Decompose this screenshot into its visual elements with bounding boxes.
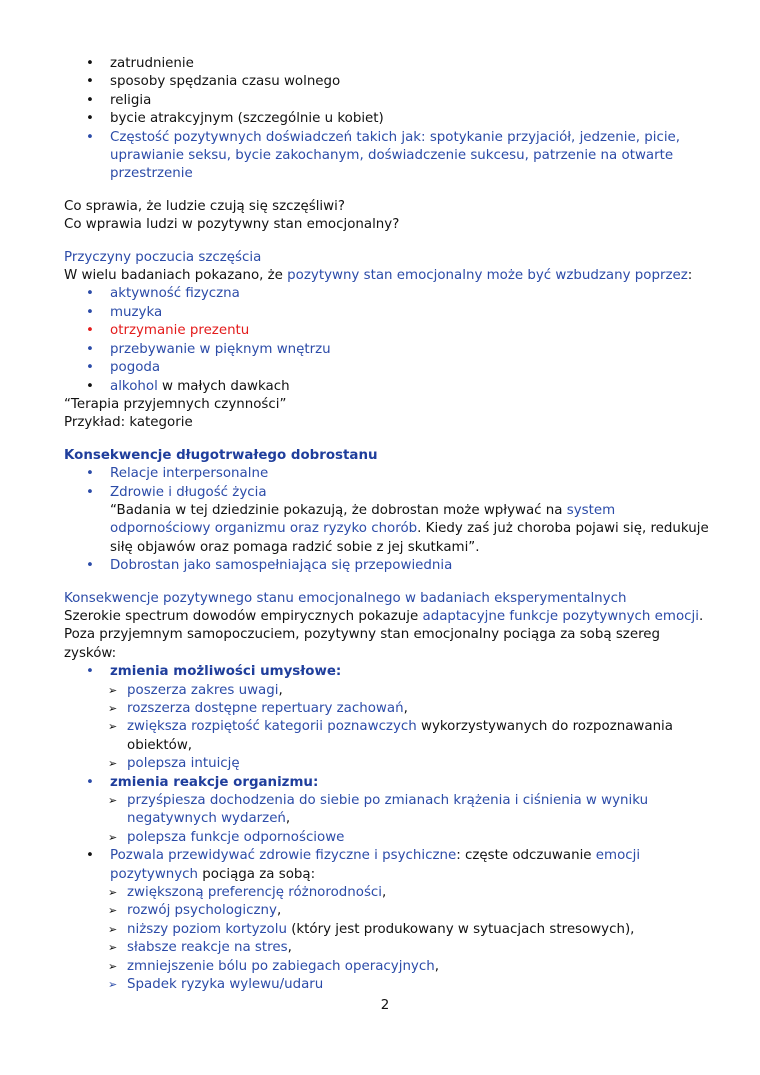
bullet-icon: • bbox=[86, 484, 94, 500]
list-item bbox=[64, 359, 709, 377]
arrow-bullet-icon: ➢ bbox=[108, 757, 118, 771]
bullet-icon: • bbox=[86, 558, 94, 574]
text-run: wykorzystywanych do rozpoznawania obiektów, bbox=[127, 719, 673, 753]
document-body bbox=[64, 55, 709, 995]
bullet-icon: • bbox=[86, 92, 94, 108]
bullet-icon: • bbox=[86, 378, 94, 394]
list-item bbox=[64, 378, 709, 396]
text-run: pogoda bbox=[110, 360, 161, 376]
text-run: rozwój psychologiczny bbox=[127, 903, 277, 919]
page-number: 2 bbox=[380, 998, 390, 1013]
text-run: niższy poziom kortyzolu bbox=[127, 921, 287, 937]
text-run: Konsekwencje pozytywnego stanu emocjonalnego w badaniach eksperymentalnych bbox=[64, 590, 627, 606]
arrow-bullet-icon: ➢ bbox=[108, 959, 118, 973]
heading-text: zmienia reakcje organizmu: bbox=[110, 774, 319, 790]
text-run: Co wprawia ludzi w pozytywny stan emocjonalny? bbox=[64, 217, 400, 233]
text-run: poszerza zakres uwagi bbox=[127, 682, 279, 698]
text-run: zmniejszenie bólu po zabiegach operacyjnych bbox=[127, 958, 435, 974]
text-run: polepsza funkcje odpornościowe bbox=[127, 829, 345, 845]
sub-list-item bbox=[64, 700, 709, 718]
paragraph bbox=[64, 447, 709, 465]
bullet-icon: • bbox=[86, 466, 94, 482]
sub-list-item bbox=[64, 829, 709, 847]
list-item bbox=[64, 110, 709, 128]
text-run: Częstość pozytywnych doświadczeń takich jak: spotykanie przyjaciół, jedzenie, picie, uprawianie seksu, bycie zakochanym, doświadczenie sukcesu, patrzenie na otwarte przestrzenie bbox=[110, 129, 681, 182]
text-run: rozszerza dostępne repertuary zachowań bbox=[127, 701, 404, 716]
spacer bbox=[64, 576, 709, 590]
bullet-icon: • bbox=[86, 341, 94, 357]
text-run: zwiększa rozpiętość kategorii poznawczych bbox=[127, 719, 417, 735]
text-run: , bbox=[403, 701, 408, 716]
text-run: Co sprawia, że ludzie czują się szczęśliwi? bbox=[64, 198, 345, 214]
text-run: przebywanie w pięknym wnętrzu bbox=[110, 341, 331, 357]
text-run: przyśpiesza dochodzenia do siebie po zmianach krążenia i ciśnienia w wyniku negatywnych wydarzeń bbox=[127, 793, 649, 827]
paragraph bbox=[64, 608, 709, 663]
text-run: . Kiedy zaś już choroba pojawi się, redukuje siłę objawów oraz pomaga radzić sobie z jej skutkami”. bbox=[110, 521, 709, 555]
text-run: słabsze reakcje na stres bbox=[127, 940, 288, 956]
bullet-icon: • bbox=[86, 360, 94, 376]
text-run: , bbox=[278, 682, 283, 698]
paragraph bbox=[64, 396, 709, 414]
heading-text: Konsekwencje długotrwałego dobrostanu bbox=[64, 447, 378, 463]
bullet-icon: • bbox=[86, 323, 94, 339]
bullet-icon: • bbox=[86, 774, 94, 790]
list-item bbox=[64, 73, 709, 91]
text-run: alkohol bbox=[110, 378, 158, 394]
paragraph bbox=[64, 198, 709, 216]
sub-list-item bbox=[64, 921, 709, 939]
bullet-icon: • bbox=[86, 129, 94, 145]
text-run: Zdrowie i długość życia bbox=[110, 484, 267, 500]
text-run: sposoby spędzania czasu wolnego bbox=[110, 74, 341, 90]
list-item bbox=[64, 55, 709, 73]
text-run: aktywność fizyczna bbox=[110, 286, 240, 302]
text-run: w małych dawkach bbox=[157, 378, 290, 394]
sub-list-item bbox=[64, 755, 709, 773]
text-run: muzyka bbox=[110, 304, 163, 320]
list-item bbox=[64, 129, 709, 184]
bullet-icon: • bbox=[86, 664, 94, 680]
bullet-icon: • bbox=[86, 56, 94, 71]
text-run: “Badania w tej dziedzinie pokazują, że dobrostan może wpływać na bbox=[110, 502, 567, 518]
text-run: pozytywny stan emocjonalny może być wzbudzany poprzez bbox=[287, 268, 688, 284]
text-run: (który jest produkowany w sytuacjach stresowych), bbox=[286, 921, 635, 937]
text-run: Pozwala przewidywać zdrowie fizyczne i psychiczne bbox=[110, 848, 457, 864]
list-item bbox=[64, 304, 709, 322]
sub-list-item bbox=[64, 939, 709, 957]
text-run: Przykład: kategorie bbox=[64, 415, 193, 431]
arrow-bullet-icon: ➢ bbox=[108, 904, 118, 918]
text-run: Spadek ryzyka wylewu/udaru bbox=[127, 977, 324, 993]
paragraph bbox=[64, 414, 709, 432]
text-run: , bbox=[276, 903, 282, 919]
text-run: system odpornościowy organizmu oraz ryzyko chorób bbox=[110, 502, 616, 537]
text-run: emocji pozytywnych bbox=[110, 848, 641, 882]
bullet-icon: • bbox=[86, 111, 94, 127]
list-item bbox=[64, 847, 709, 884]
spacer bbox=[64, 433, 709, 447]
arrow-bullet-icon: ➢ bbox=[108, 830, 118, 844]
arrow-bullet-icon: ➢ bbox=[108, 941, 118, 955]
quote-paragraph bbox=[64, 502, 709, 557]
text-run: adaptacyjne funkcje pozytywnych emocji bbox=[422, 608, 699, 624]
list-item bbox=[64, 484, 709, 502]
text-run: : częste odczuwanie bbox=[456, 848, 596, 864]
sub-list-item bbox=[64, 792, 709, 829]
arrow-bullet-icon: ➢ bbox=[108, 922, 118, 936]
list-item bbox=[64, 285, 709, 303]
list-item bbox=[64, 774, 709, 792]
sub-list-item bbox=[64, 902, 709, 920]
text-run: polepsza intuicję bbox=[127, 756, 240, 772]
arrow-bullet-icon: ➢ bbox=[108, 978, 118, 992]
list-item bbox=[64, 92, 709, 110]
text-run: . Poza przyjemnym samopoczuciem, pozytywny stan emocjonalny pociąga za sobą szereg zysków: bbox=[64, 608, 704, 661]
paragraph bbox=[64, 249, 709, 267]
text-run: : bbox=[687, 268, 693, 284]
bullet-icon: • bbox=[86, 74, 94, 90]
sub-list-item bbox=[64, 682, 709, 700]
spacer bbox=[64, 235, 709, 249]
heading-text: zmienia możliwości umysłowe: bbox=[110, 664, 342, 680]
paragraph bbox=[64, 590, 709, 608]
bullet-icon: • bbox=[86, 286, 94, 302]
arrow-bullet-icon: ➢ bbox=[108, 794, 118, 808]
paragraph bbox=[64, 267, 709, 285]
sub-list-item bbox=[64, 958, 709, 976]
arrow-bullet-icon: ➢ bbox=[108, 720, 118, 734]
text-run: Dobrostan jako samospełniająca się przepowiednia bbox=[110, 558, 453, 574]
text-run: pociąga za sobą: bbox=[198, 866, 316, 882]
text-run: “Terapia przyjemnych czynności” bbox=[64, 396, 287, 412]
text-run: religia bbox=[110, 92, 152, 108]
text-run: zatrudnienie bbox=[110, 56, 194, 71]
list-item bbox=[64, 341, 709, 359]
text-run: otrzymanie prezentu bbox=[110, 323, 250, 339]
arrow-bullet-icon: ➢ bbox=[108, 886, 118, 900]
text-run: , bbox=[434, 958, 439, 974]
text-run: W wielu badaniach pokazano, że bbox=[64, 268, 288, 284]
bullet-icon: • bbox=[86, 304, 94, 320]
arrow-bullet-icon: ➢ bbox=[108, 702, 118, 715]
text-run: Szerokie spectrum dowodów empirycznych pokazuje bbox=[64, 608, 423, 624]
arrow-bullet-icon: ➢ bbox=[108, 683, 118, 697]
list-item bbox=[64, 322, 709, 340]
text-run: , bbox=[287, 940, 292, 956]
sub-list-item bbox=[64, 718, 709, 755]
text-run: Relacje interpersonalne bbox=[110, 466, 269, 482]
sub-list-item bbox=[64, 884, 709, 902]
paragraph bbox=[64, 216, 709, 234]
text-run: bycie atrakcyjnym (szczególnie u kobiet) bbox=[110, 111, 384, 127]
text-run: , bbox=[285, 811, 291, 827]
list-item bbox=[64, 465, 709, 483]
text-run: zwiększoną preferencję różnorodności bbox=[127, 885, 383, 901]
text-run: Przyczyny poczucia szczęścia bbox=[64, 249, 262, 265]
spacer bbox=[64, 184, 709, 198]
list-item bbox=[64, 663, 709, 681]
sub-list-item bbox=[64, 976, 709, 994]
text-run: , bbox=[382, 885, 387, 901]
bullet-icon: • bbox=[86, 848, 94, 864]
list-item bbox=[64, 557, 709, 575]
